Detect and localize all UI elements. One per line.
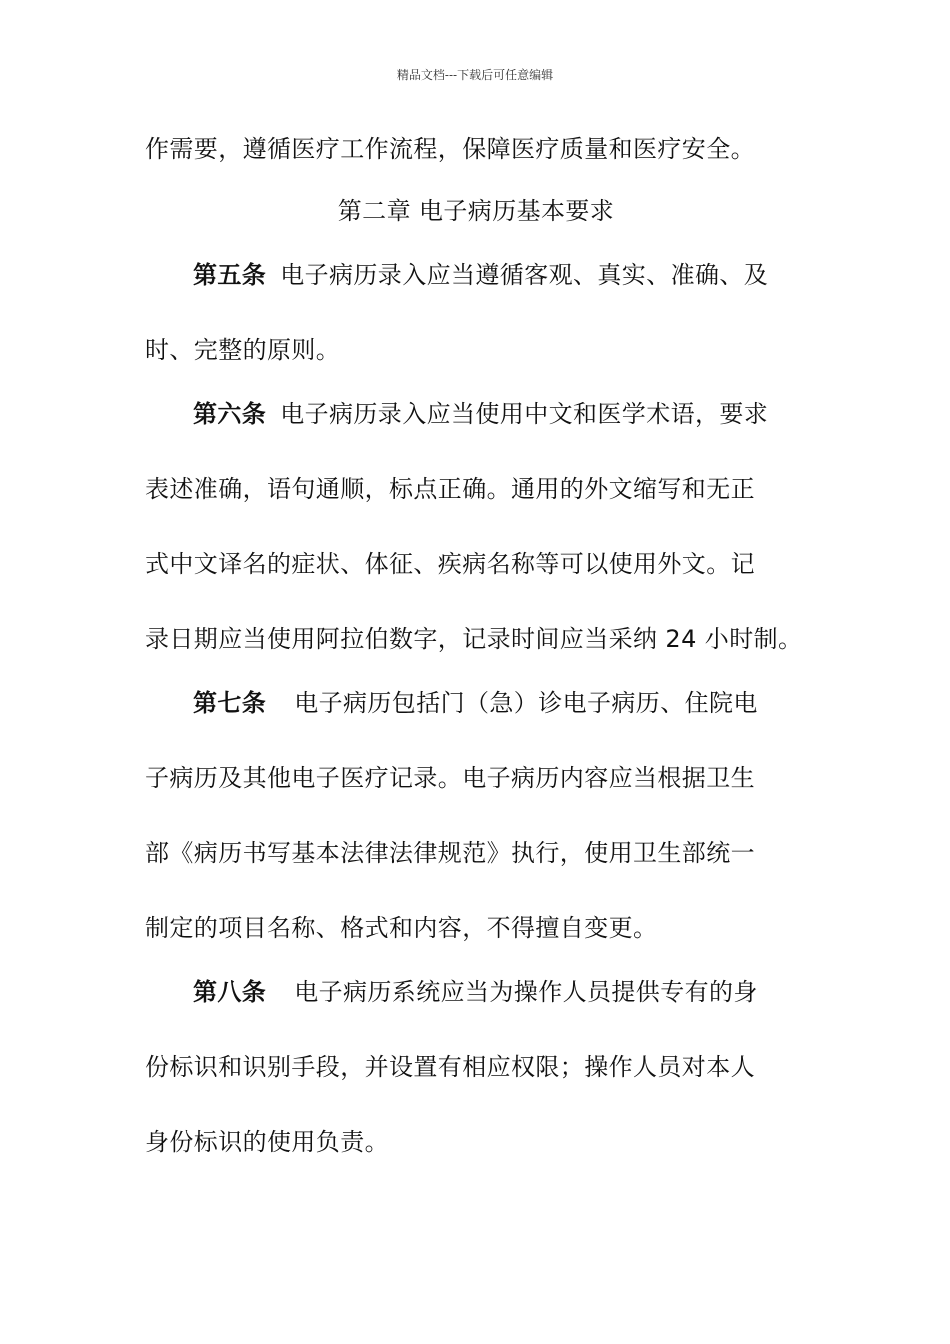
article-8-line-1 xyxy=(145,971,807,1013)
article-7-line-1 xyxy=(145,682,807,724)
article-7-line-4: 制定的项目名称、格式和内容，不得擅自变更。 xyxy=(145,914,658,942)
article-6-line-2: 表述准确，语句通顺，标点正确。通用的外文缩写和无正 xyxy=(145,475,755,503)
article-5-text-1: 电子病历录入应当遵循客观、真实、准确、及 xyxy=(280,261,769,289)
continued-text-line: 作需要，遵循医疗工作流程，保障医疗质量和医疗安全。 xyxy=(145,135,755,163)
article-7-line-2: 子病历及其他电子医疗记录。电子病历内容应当根据卫生 xyxy=(145,764,755,792)
page-header: 精品文档---下载后可任意编辑 xyxy=(396,68,554,82)
article-8-label: 第八条 xyxy=(193,978,267,1006)
article-5-label: 第五条 xyxy=(193,261,267,289)
document-body xyxy=(145,128,807,1163)
article-8-line-2: 份标识和识别手段，并设置有相应权限；操作人员对本人 xyxy=(145,1053,755,1081)
article-8-line-3: 身份标识的使用负责。 xyxy=(145,1128,389,1156)
article-7-line-3: 部《病历书写基本法律法律规范》执行，使用卫生部统一 xyxy=(145,839,755,867)
article-7-text-1: 电子病历包括门（急）诊电子病历、住院电 xyxy=(294,689,758,717)
article-8-text-1: 电子病历系统应当为操作人员提供专有的身 xyxy=(294,978,758,1006)
article-6-line-4: 录日期应当使用阿拉伯数字，记录时间应当采纳 24 小时制。 xyxy=(145,625,803,653)
article-6-line-1 xyxy=(145,393,807,435)
article-7-label: 第七条 xyxy=(193,689,267,717)
article-5-line-1 xyxy=(145,254,807,296)
article-6-label: 第六条 xyxy=(193,400,267,428)
article-5-line-2: 时、完整的原则。 xyxy=(145,336,341,364)
article-6-text-1: 电子病历录入应当使用中文和医学术语，要求 xyxy=(280,400,769,428)
chapter-title: 第二章 电子病历基本要求 xyxy=(337,197,615,225)
article-6-line-3: 式中文译名的症状、体征、疾病名称等可以使用外文。记 xyxy=(145,550,755,578)
